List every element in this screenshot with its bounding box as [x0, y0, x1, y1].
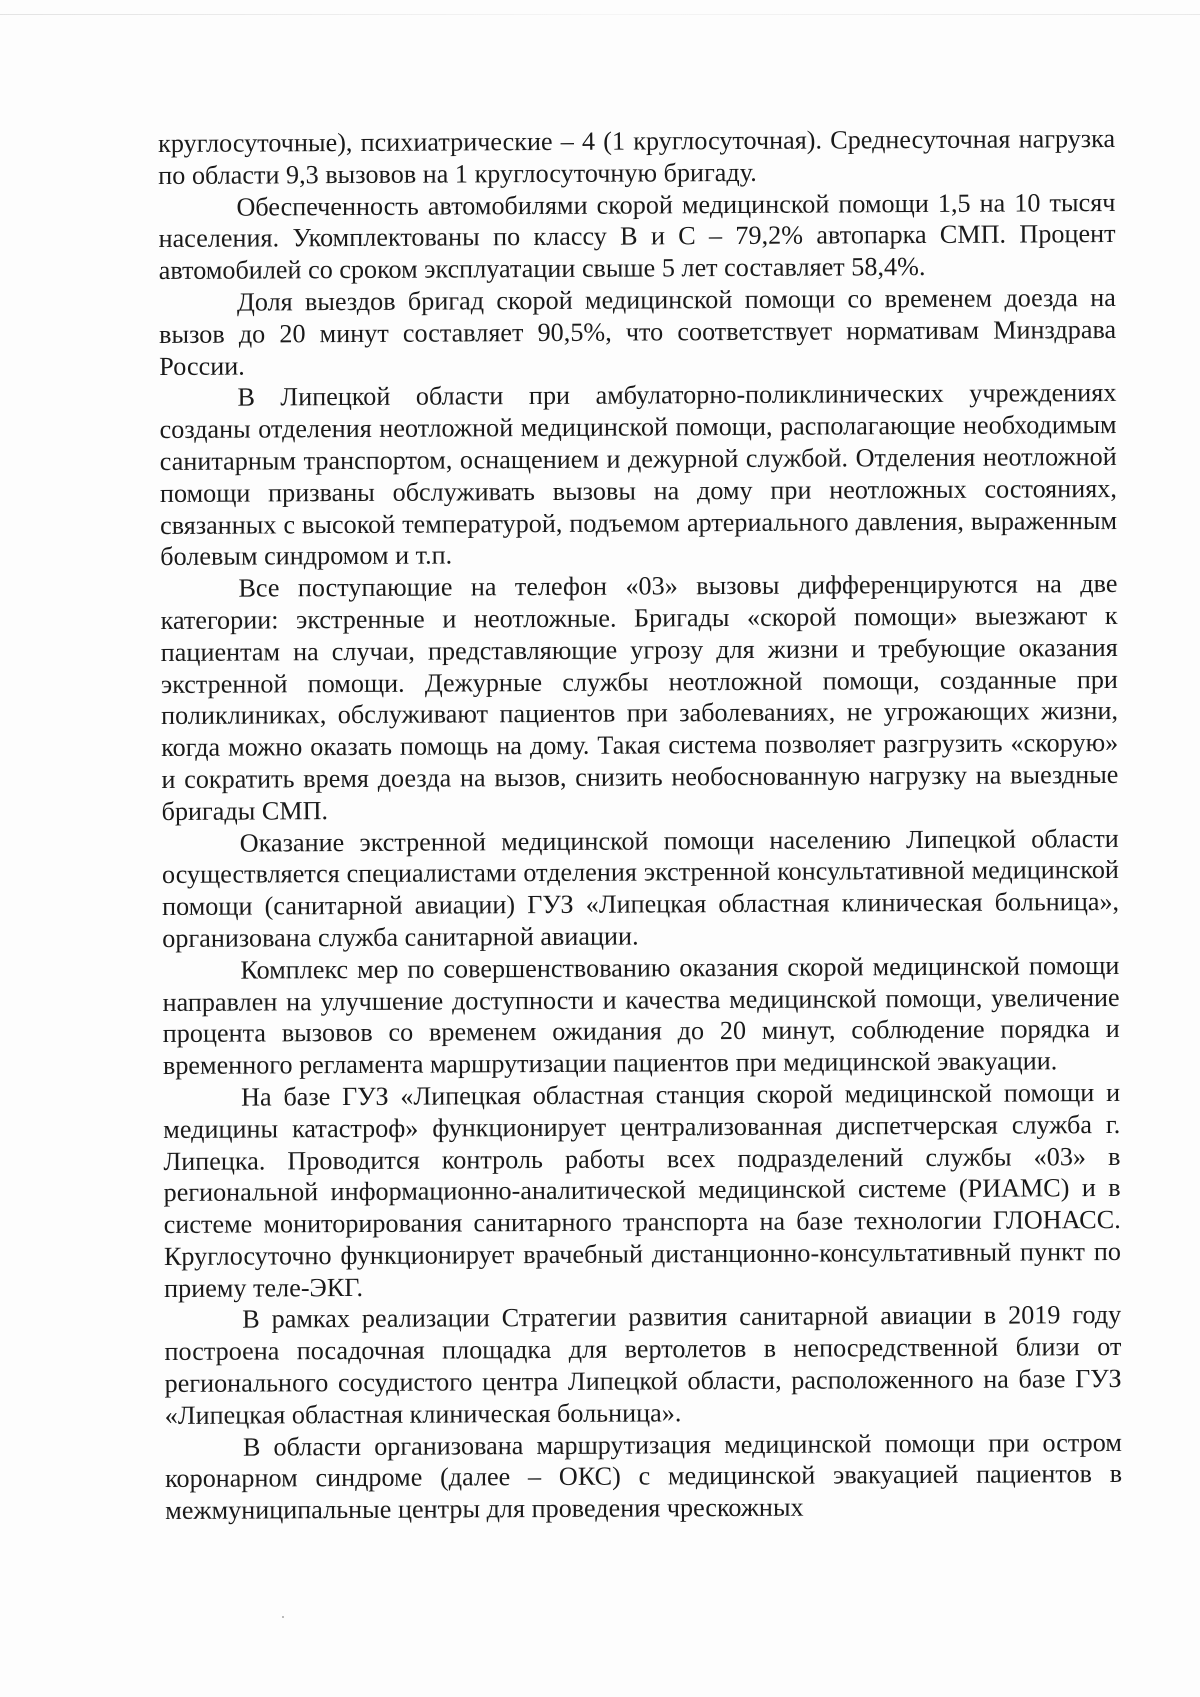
scan-speck [940, 1318, 942, 1320]
paragraph-5: Все поступающие на телефон «03» вызовы дифференцируются на две категории: экстренные и неотложные. Бригады «скорой помощи» выезжают к пациентам на случаи, представляющие угрозу для жизни и требующие оказания экстренной помощи. Дежурные службы неотложной помощи, созданные при поликлиниках, обслуживают пациентов при заболеваниях, не угрожающих жизни, когда можно оказать помощь на дому. Такая система позволяет разгрузить «скорую» и сократить время доезда на вызов, снизить необоснованную нагрузку на выездные бригады СМП. [160, 569, 1119, 826]
paragraph-7: Комплекс мер по совершенствованию оказания скорой медицинской помощи направлен на улучшение доступности и качества медицинской помощи, увеличение процента вызовов со временем ожидания до 20 минут, соблюдение порядка и временного регламента маршрутизации пациентов при медицинской эвакуации. [162, 950, 1120, 1081]
paragraph-8: На базе ГУЗ «Липецкая областная станция скорой медицинской помощи и медицины катастроф» функционирует централизованная диспетчерская служба г. Липецка. Проводится контроль работы всех подразделений службы «03» в региональной информационно-аналитической медицинской системе (РИАМС) и в системе мониторирования санитарного транспорта на базе технологии ГЛОНАСС. Круглосуточно функционирует врачебный дистанционно-консультативный пункт по приему теле-ЭКГ. [163, 1077, 1121, 1303]
paragraph-10: В области организована маршрутизация медицинской помощи при остром коронарном синдроме (далее – ОКС) с медицинской эвакуацией пациентов в межмуниципальные центры для проведения чрескожных [164, 1427, 1123, 1526]
document-body [158, 123, 1122, 1527]
paragraph-4: В Липецкой области при амбулаторно-поликлинических учреждениях созданы отделения неотложной медицинской помощи, располагающие необходимым санитарным транспортом, оснащением и дежурной службой. Отделения неотложной помощи призваны обслуживать вызовы на дому при неотложных состояниях, связанных с высокой температурой, подъемом артериального давления, выраженным болевым синдромом и т.п. [159, 378, 1118, 572]
paragraph-6: Оказание экстренной медицинской помощи населению Липецкой области осуществляется специалистами отделения экстренной консультативной медицинской помощи (санитарной авиации) ГУЗ «Липецкая областная клиническая больница», организована служба санитарной авиации. [161, 823, 1120, 953]
scan-top-edge [0, 14, 1200, 15]
scan-speck [282, 1616, 284, 1618]
paragraph-3: Доля выездов бригад скорой медицинской помощи со временем доезда на вызов до 20 минут составляет 90,5%, что соответствует нормативам Минздрава России. [159, 282, 1117, 381]
paragraph-2: Обеспеченность автомобилями скорой медицинской помощи 1,5 на 10 тысяч населения. Укомплектованы по классу В и С – 79,2% автопарка СМП. Процент автомобилей со сроком эксплуатации свыше 5 лет составляет 58,4%. [158, 187, 1116, 286]
paragraph-9: В рамках реализации Стратегии развития санитарной авиации в 2019 году построена посадочная площадка для вертолетов в непосредственной близи от регионального сосудистого центра Липецкой области, расположенного на базе ГУЗ «Липецкая областная клиническая больница». [164, 1300, 1122, 1430]
paragraph-1: круглосуточные), психиатрические – 4 (1 круглосуточная). Среднесуточная нагрузка по области 9,3 вызовов на 1 круглосуточную бригаду. [158, 123, 1116, 190]
